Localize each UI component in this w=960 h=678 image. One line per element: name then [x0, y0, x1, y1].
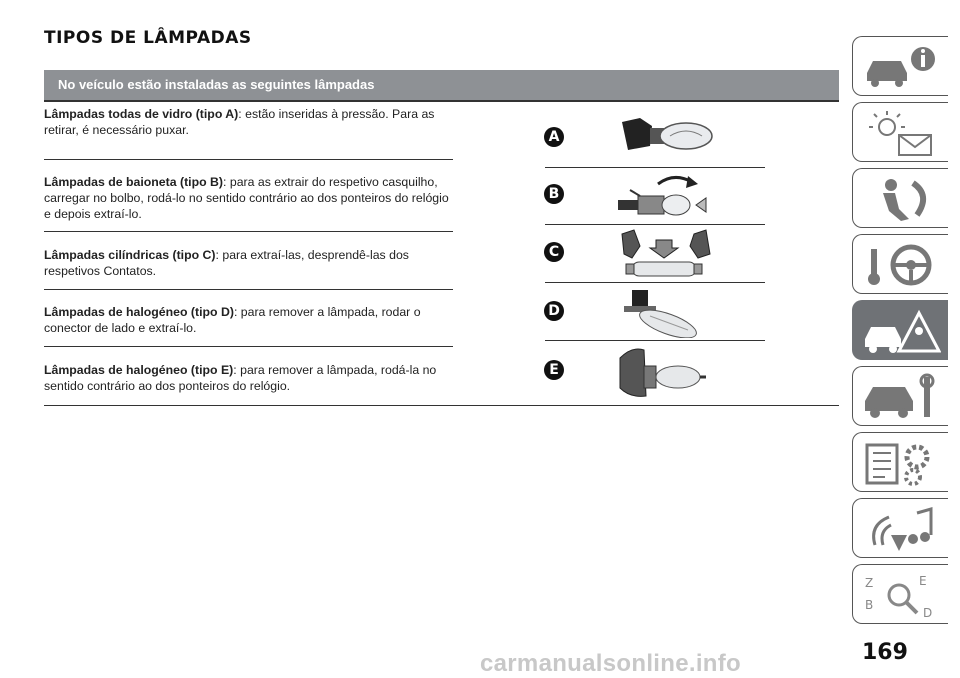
svg-text:B: B	[865, 598, 874, 612]
page-title: TIPOS DE LÂMPADAS	[44, 28, 252, 48]
watermark: carmanualsonline.info	[480, 650, 742, 677]
bulb-type-letter: A	[544, 127, 564, 147]
entry-label: Lâmpadas todas de vidro (tipo A)	[44, 107, 239, 121]
bayonet-bulb-illustration	[610, 170, 720, 220]
car-breakdown-warning-icon	[861, 307, 941, 355]
alphabetical-index-icon	[861, 571, 941, 619]
entry-label: Lâmpadas de halogéneo (tipo D)	[44, 305, 234, 319]
tab-vehicle-overview[interactable]	[852, 36, 948, 96]
entry-text: : para as extrair do respetivo casquilho, carregar no bolbo, rodá-lo no sentido contrário ao dos ponteiros do relógio e depois extraí-lo.	[44, 175, 449, 221]
tab-safety[interactable]	[852, 168, 948, 228]
radio-music-icon	[861, 505, 941, 553]
halogen-bulb-e-illustration	[610, 344, 720, 402]
svg-text:E: E	[919, 574, 927, 588]
intro-bar: No veículo estão instaladas as seguintes lâmpadas	[44, 70, 839, 100]
bulb-type-letter: E	[544, 360, 564, 380]
seat-airbag-icon	[861, 175, 941, 223]
entry-text: : para remover a lâmpada, rodá-la no sentido contrário ao dos ponteiros do relógio.	[44, 363, 437, 393]
tab-index[interactable]	[852, 564, 948, 624]
cylindrical-bulb-illustration	[610, 228, 720, 280]
entry-type-a	[44, 106, 453, 138]
warning-lights-mail-icon	[861, 109, 941, 157]
entry-type-e	[44, 362, 453, 394]
tab-in-an-emergency[interactable]	[852, 300, 948, 360]
entry-type-d	[44, 304, 453, 336]
bulb-type-letter: D	[544, 301, 564, 321]
glass-wedge-bulb-illustration	[610, 112, 720, 160]
bulb-type-letter: B	[544, 184, 564, 204]
entry-type-c	[44, 247, 453, 279]
divider	[545, 167, 765, 168]
entry-text: : para remover a lâmpada, rodar o conector de lado e extraí-lo.	[44, 305, 421, 335]
tab-multimedia[interactable]	[852, 498, 948, 558]
divider	[545, 340, 765, 341]
svg-text:D: D	[923, 606, 933, 619]
svg-text:Z: Z	[865, 576, 874, 590]
bottom-divider	[44, 405, 839, 406]
divider	[44, 346, 453, 347]
key-steering-wheel-icon	[861, 241, 941, 289]
divider	[545, 224, 765, 225]
divider	[44, 231, 453, 232]
tab-dashboard[interactable]	[852, 102, 948, 162]
bulb-type-letter: C	[544, 242, 564, 262]
car-info-icon	[861, 43, 941, 91]
entry-text: : para extraí-las, desprendê-las dos respetivos Contatos.	[44, 248, 409, 278]
checklist-gear-icon	[861, 439, 941, 487]
entry-text: : estão inseridas à pressão. Para as retirar, é necessário puxar.	[44, 107, 435, 137]
car-wrench-icon	[861, 373, 941, 421]
tab-technical-specifications[interactable]	[852, 432, 948, 492]
entry-type-b	[44, 174, 453, 222]
entry-label: Lâmpadas de baioneta (tipo B)	[44, 175, 224, 189]
page-number: 169	[862, 640, 908, 665]
tab-servicing-care[interactable]	[852, 366, 948, 426]
entry-label: Lâmpadas de halogéneo (tipo E)	[44, 363, 234, 377]
halogen-bulb-d-illustration	[610, 286, 720, 338]
divider	[545, 282, 765, 283]
tab-starting-driving[interactable]	[852, 234, 948, 294]
entry-label: Lâmpadas cilíndricas (tipo C)	[44, 248, 216, 262]
divider	[44, 289, 453, 290]
divider	[44, 159, 453, 160]
